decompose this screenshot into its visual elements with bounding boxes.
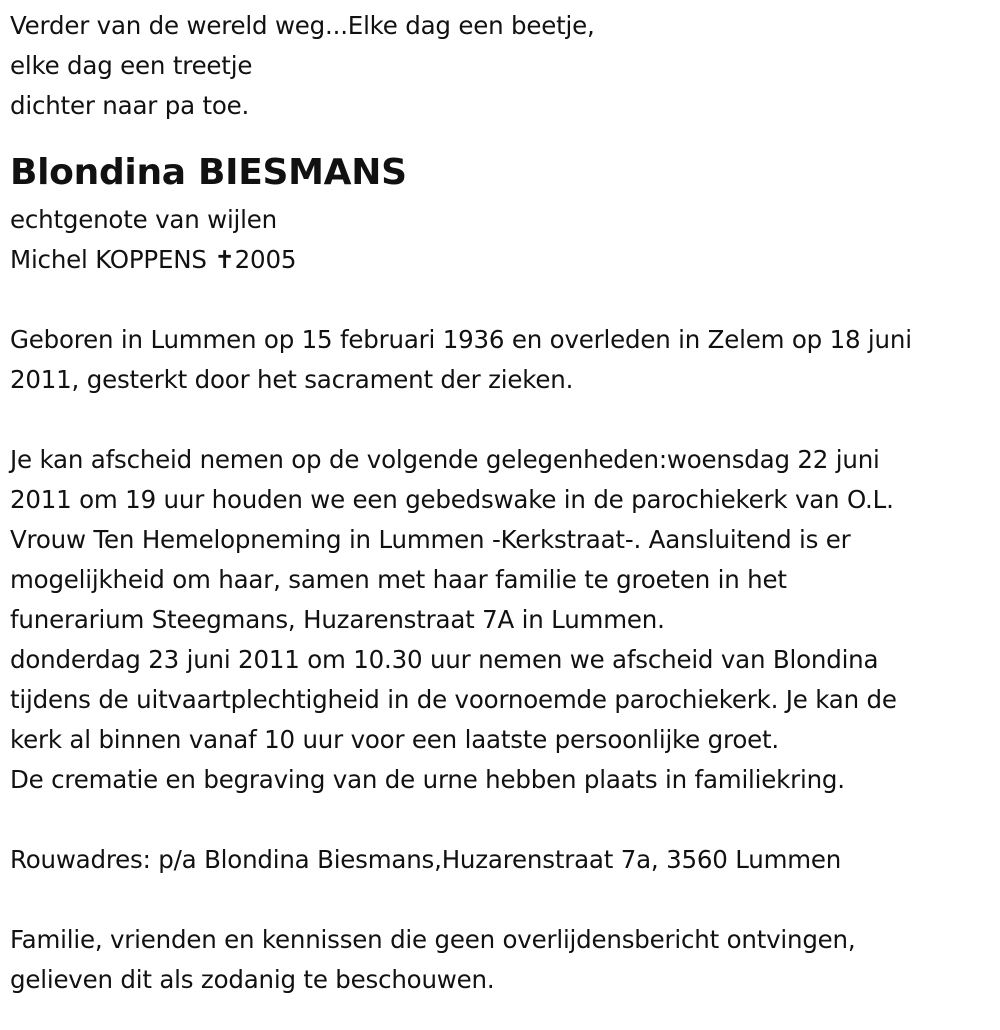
paragraph-line: De crematie en begraving van de urne hebben plaats in familiekring. — [10, 765, 845, 794]
spacer — [10, 400, 995, 440]
paragraph-line: Familie, vrienden en kennissen die geen overlijdensbericht ontvingen, — [10, 925, 856, 954]
spouse-info — [10, 200, 995, 280]
spacer — [10, 280, 995, 320]
mourning-address: Rouwadres: p/a Blondina Biesmans,Huzarenstraat 7a, 3560 Lummen — [10, 845, 842, 874]
cross-icon: ✝ — [214, 245, 235, 274]
spouse-name: Michel KOPPENS — [10, 245, 207, 274]
spouse-line: echtgenote van wijlen — [10, 205, 277, 234]
paragraph-line: donderdag 23 juni 2011 om 10.30 uur nemen we afscheid van Blondina — [10, 645, 879, 674]
paragraph-line: tijdens de uitvaartplechtigheid in de voornoemde parochiekerk. Je kan de — [10, 685, 897, 714]
paragraph-line: gelieven dit als zodanig te beschouwen. — [10, 965, 495, 994]
spouse-name-line — [10, 240, 995, 280]
spacer — [10, 800, 995, 840]
closing-paragraph — [10, 920, 995, 1000]
paragraph-line: funerarium Steegmans, Huzarenstraat 7A in Lummen. — [10, 605, 665, 634]
paragraph-line: Vrouw Ten Hemelopneming in Lummen -Kerkstraat-. Aansluitend is er — [10, 525, 851, 554]
poem-line: Verder van de wereld weg...Elke dag een beetje, — [10, 11, 595, 40]
spacer — [10, 880, 995, 920]
farewell-paragraph — [10, 440, 995, 800]
poem — [10, 6, 995, 126]
poem-line: elke dag een treetje — [10, 51, 253, 80]
paragraph-line: kerk al binnen vanaf 10 uur voor een laatste persoonlijke groet. — [10, 725, 779, 754]
deceased-name: Blondina BIESMANS — [10, 152, 407, 193]
spouse-year: 2005 — [234, 245, 297, 274]
birth-death-paragraph — [10, 320, 995, 400]
poem-line: dichter naar pa toe. — [10, 91, 250, 120]
paragraph-line: Je kan afscheid nemen op de volgende gelegenheden:woensdag 22 juni — [10, 445, 880, 474]
paragraph-line: 2011 om 19 uur houden we een gebedswake in de parochiekerk van O.L. — [10, 485, 894, 514]
paragraph-line: 2011, gesterkt door het sacrament der zieken. — [10, 365, 574, 394]
paragraph-line: mogelijkheid om haar, samen met haar familie te groeten in het — [10, 565, 787, 594]
obituary-text — [10, 6, 995, 1000]
paragraph-line: Geboren in Lummen op 15 februari 1936 en overleden in Zelem op 18 juni — [10, 325, 912, 354]
